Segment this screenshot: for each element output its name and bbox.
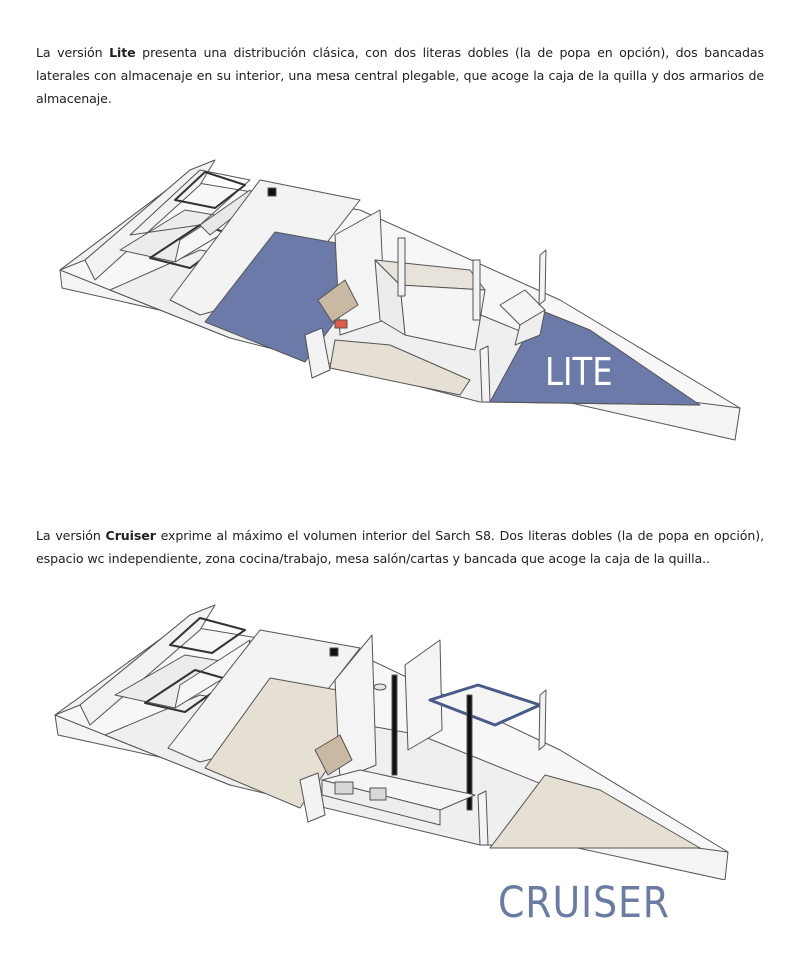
cruiser-description: La versión Cruiser exprime al máximo el volumen interior del Sarch S8. Dos literas dobles (la de popa en opción), espacio wc independiente, zona cocina/trabajo, mesa salón/cartas y bancada que acoge la caja de la quilla.. [36,527,764,566]
lite-label: LITE [545,350,613,394]
cruiser-label: CRUISER [498,878,670,928]
cruiser-name: Cruiser [105,527,156,543]
lite-description: La versión Lite presenta una distribución clásica, con dos literas dobles (la de popa en opción), dos bancadas laterales con almacenaje en su interior, una mesa central plegable, que acoge la caja de la quilla y dos armarios de almacenaje. [36,44,764,106]
lite-boat-illustration [0,140,800,450]
cruiser-boat-illustration [0,590,800,880]
lite-name: Lite [109,44,136,60]
